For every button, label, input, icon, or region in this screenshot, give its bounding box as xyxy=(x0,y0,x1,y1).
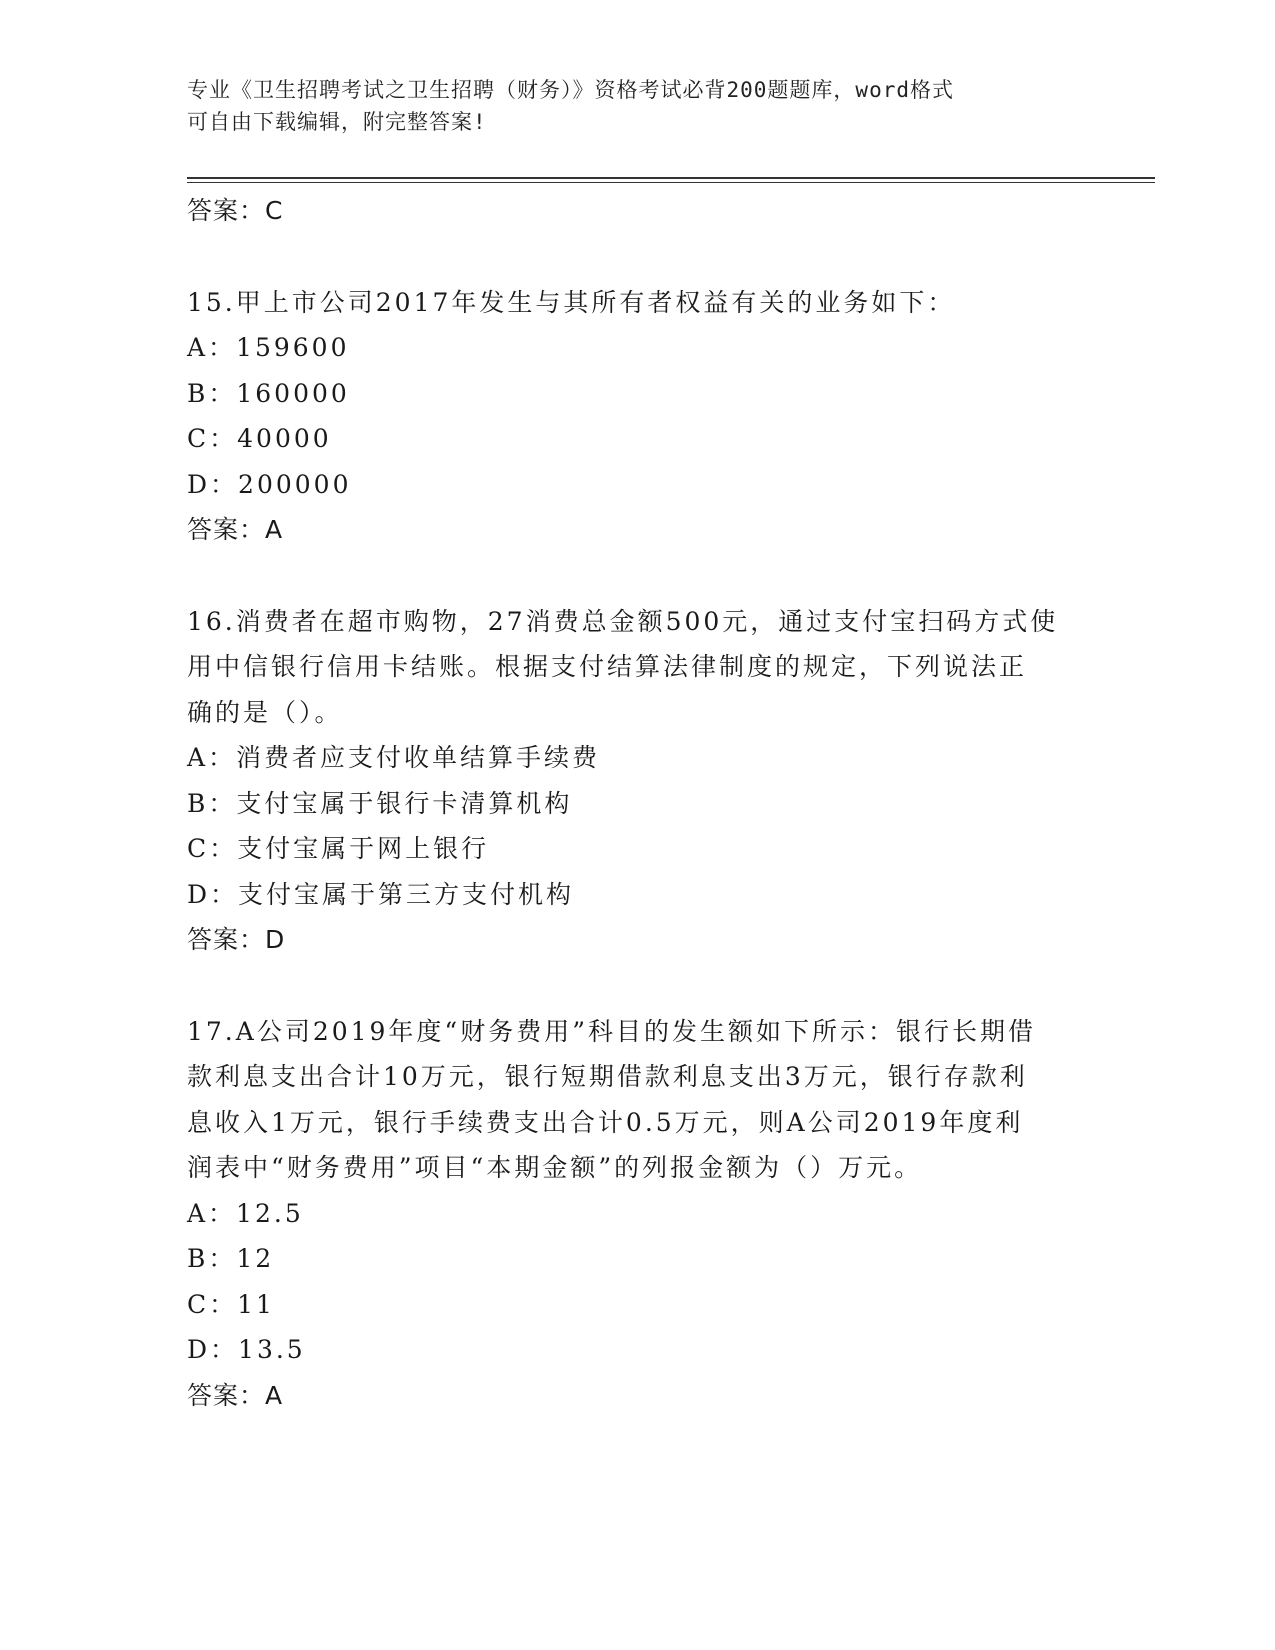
spacer xyxy=(187,553,1087,599)
question-stem-line: 确的是（）。 xyxy=(187,697,343,727)
header-line-2: 可自由下载编辑，附完整答案! xyxy=(187,110,487,134)
option-b: B：12 xyxy=(187,1244,275,1273)
option-b: B：支付宝属于银行卡清算机构 xyxy=(187,788,573,818)
question-17 xyxy=(187,1009,1087,1419)
option-a: A：159600 xyxy=(187,333,350,362)
question-16 xyxy=(187,599,1087,963)
option-b: B：160000 xyxy=(187,378,350,408)
answer: 答案：D xyxy=(187,925,286,954)
question-stem-line: 用中信银行信用卡结账。根据支付结算法律制度的规定，下列说法正 xyxy=(187,652,1028,681)
question-stem-line: 17.A公司2019年度“财务费用”科目的发生额如下所示：银行长期借 xyxy=(187,1016,1036,1046)
option-a: A：12.5 xyxy=(187,1198,304,1228)
option-d: D：支付宝属于第三方支付机构 xyxy=(187,879,575,909)
spacer xyxy=(187,963,1087,1009)
question-15 xyxy=(187,280,1087,553)
question-stem-line: 息收入1万元，银行手续费支出合计0.5万元，则A公司2019年度利 xyxy=(187,1107,1024,1137)
header-divider xyxy=(187,177,1155,183)
spacer xyxy=(187,234,1087,280)
question-stem-line: 款利息支出合计10万元，银行短期借款利息支出3万元，银行存款利 xyxy=(187,1062,1028,1091)
option-d: D：13.5 xyxy=(187,1335,306,1364)
question-stem-line: 润表中“财务费用”项目“本期金额”的列报金额为（）万元。 xyxy=(187,1153,923,1182)
document-header xyxy=(187,74,1067,138)
header-line-1: 专业《卫生招聘考试之卫生招聘（财务）》资格考试必背200题题库，word格式 xyxy=(187,78,954,102)
option-c: C：40000 xyxy=(187,424,332,453)
answer: 答案：A xyxy=(187,515,284,544)
option-c: C：支付宝属于网上银行 xyxy=(187,834,490,863)
question-list xyxy=(187,188,1087,1418)
question-stem-line: 16.消费者在超市购物，27消费总金额500元，通过支付宝扫码方式使 xyxy=(187,606,1059,636)
option-a: A：消费者应支付收单结算手续费 xyxy=(187,743,601,772)
question-stem-line: 15.甲上市公司2017年发生与其所有者权益有关的业务如下： xyxy=(187,287,956,317)
option-d: D：200000 xyxy=(187,469,352,499)
answer: 答案：A xyxy=(187,1380,284,1410)
option-c: C：11 xyxy=(187,1289,275,1319)
answer-previous: 答案：C xyxy=(187,196,284,225)
